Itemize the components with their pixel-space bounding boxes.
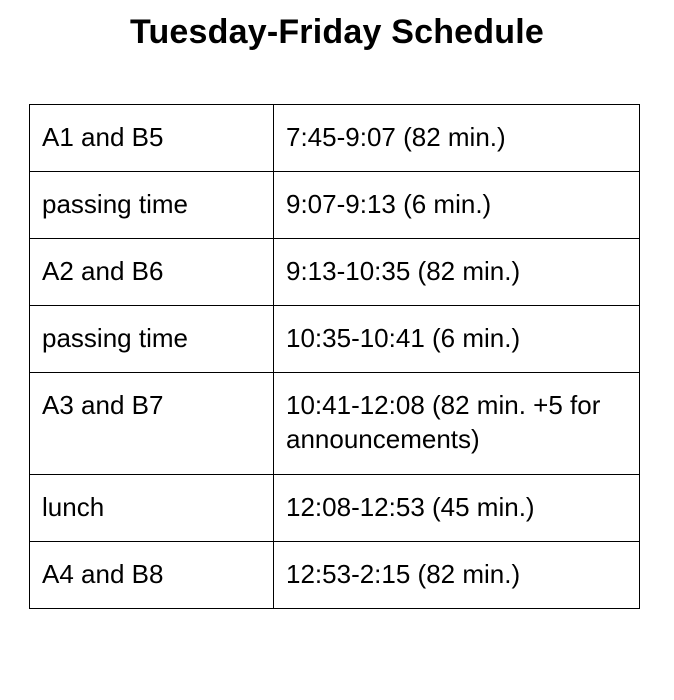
- time-cell: 9:13-10:35 (82 min.): [274, 239, 640, 306]
- table-row: [30, 172, 640, 239]
- table-row: [30, 105, 640, 172]
- schedule-table: [29, 104, 640, 609]
- time-cell: 12:08-12:53 (45 min.): [274, 475, 640, 542]
- period-cell: lunch: [30, 475, 274, 542]
- period-cell: A3 and B7: [30, 373, 274, 475]
- period-cell: A1 and B5: [30, 105, 274, 172]
- period-cell: A2 and B6: [30, 239, 274, 306]
- time-cell: 10:35-10:41 (6 min.): [274, 306, 640, 373]
- table-row: [30, 306, 640, 373]
- period-cell: A4 and B8: [30, 542, 274, 609]
- table-row: [30, 542, 640, 609]
- time-cell: 7:45-9:07 (82 min.): [274, 105, 640, 172]
- page-title: Tuesday-Friday Schedule: [130, 13, 544, 51]
- period-cell: passing time: [30, 306, 274, 373]
- table-row: [30, 475, 640, 542]
- time-cell: 12:53-2:15 (82 min.): [274, 542, 640, 609]
- table-row: [30, 373, 640, 475]
- time-cell: 10:41-12:08 (82 min. +5 for announcements): [274, 373, 640, 475]
- time-cell: 9:07-9:13 (6 min.): [274, 172, 640, 239]
- table-row: [30, 239, 640, 306]
- period-cell: passing time: [30, 172, 274, 239]
